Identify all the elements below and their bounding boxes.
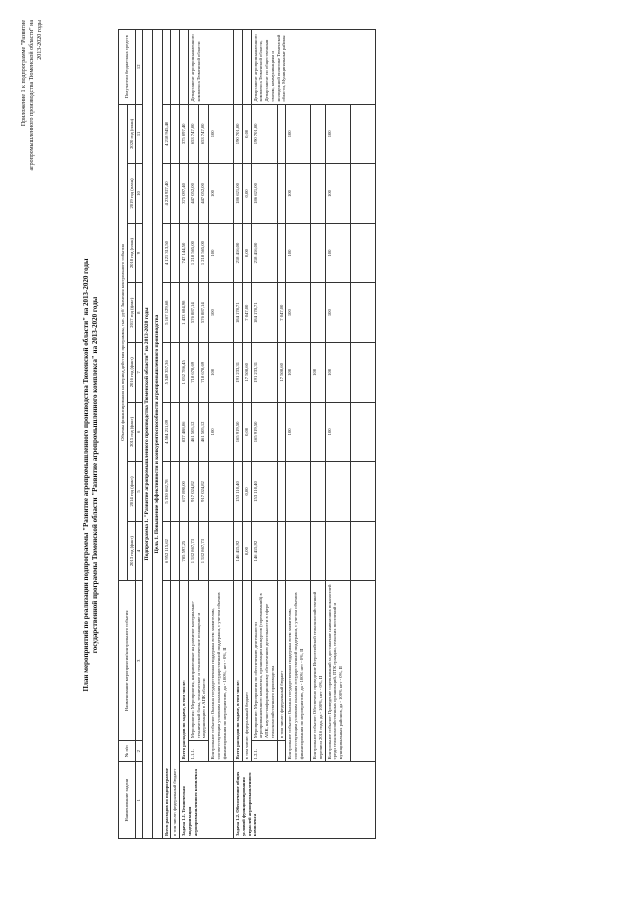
header-year: 2019 год (план): [127, 164, 136, 224]
value-cell: 186 621,00: [251, 164, 277, 224]
value-cell: 0,00: [242, 223, 251, 283]
recipient-cell: [162, 30, 171, 105]
row-num: 1.2.1.: [251, 741, 277, 762]
value-cell: 0,00: [242, 402, 251, 462]
header-year: 2020 год (план): [127, 104, 136, 164]
value-cell: 100: [209, 402, 234, 462]
value-cell: 17 508,60: [277, 342, 286, 402]
value-cell: 100: [209, 164, 234, 224]
table-row-e121-fed: [277, 30, 286, 839]
value-cell: 100: [286, 402, 311, 462]
value-cell: 653 747,00: [188, 104, 198, 164]
recipient-cell: [234, 30, 243, 105]
header-year: 2017 год (факт): [127, 283, 136, 343]
value-cell: 447 052,00: [199, 164, 209, 224]
row-label: Контрольное событие: Проведение соревнований за достижение наивысших показателей среди сельскохозяйственных организаций, ПТК граждан, сельских поселений и муниципальных районов, да - 100% нет - 0%, II: [325, 581, 350, 762]
value-cell: 653 747,00: [199, 104, 209, 164]
value-cell: 184 178,71: [251, 283, 277, 343]
header-event: Наименование мероприятия/контрольного события: [119, 581, 136, 741]
col-number: 6: [136, 402, 143, 462]
value-cell: 677 890,00: [180, 462, 189, 522]
value-cell: 165 919,50: [234, 402, 243, 462]
col-number: 5: [136, 462, 143, 522]
header-num: № п/п: [119, 741, 136, 762]
recipient-cell: [180, 30, 189, 105]
value-cell: 1 052 786,45: [180, 342, 189, 402]
recipient-cell: Департамент агропромышленного комплекса Тюменской области, Департамент по общественным связям, коммуникациям и молодежной политике Тюменской области, Муниципальные районы: [251, 30, 375, 105]
value-cell: 17 508,60: [242, 342, 251, 402]
value-cell: 4 121 313,50: [162, 223, 171, 283]
value-cell: 100: [286, 223, 311, 283]
row-label: в том числе: федеральный бюджет: [171, 581, 180, 839]
header-recipients: Получатели бюджетных средств: [119, 30, 136, 105]
value-cell: 100: [209, 283, 234, 343]
value-cell: 100: [286, 104, 311, 164]
value-cell: 100: [325, 342, 350, 402]
value-cell: 100: [325, 402, 350, 462]
goal-caption: Цель 1. Повышение эффективности и конкурентоспособности агропромышленного производства: [152, 30, 162, 839]
value-cell: 0,00: [242, 104, 251, 164]
header-row: [119, 30, 128, 839]
value-cell: 1 532 867,73: [199, 521, 209, 581]
table-row-task12: [234, 30, 243, 839]
value-cell: 100: [325, 104, 350, 164]
value-cell: 375 097,40: [180, 164, 189, 224]
value-cell: 186 621,00: [234, 164, 243, 224]
value-cell: 184 178,71: [234, 283, 243, 343]
table-row-e121: [251, 30, 277, 839]
table-row-total-fed: [171, 30, 180, 839]
col-number: 7: [136, 342, 143, 402]
value-cell: 375 097,40: [180, 104, 189, 164]
table-row-ce121a: [286, 30, 311, 839]
value-cell: [209, 521, 234, 581]
value-cell: 153 110,40: [234, 462, 243, 522]
task-label: Задача 1.1. Техническая модернизация агропромышленного комплекса: [180, 762, 234, 839]
header-task: Наименование задачи: [119, 762, 136, 839]
value-cell: 5 330 662,78: [162, 462, 171, 522]
value-cell: 1 433 684,98: [180, 283, 189, 343]
header-year: 2018 год (план): [127, 223, 136, 283]
value-cell: 191 233,31: [251, 342, 277, 402]
appendix-note: Приложение 1 к подпрограмме "Развитие агропромышленного производства Тюменской области" на 2013-2020 годы: [21, 20, 44, 171]
value-cell: 1 218 565,00: [188, 223, 198, 283]
value-cell: 4 584 211,09: [162, 402, 171, 462]
value-cell: 146 415,92: [234, 521, 243, 581]
value-cell: 190 701,00: [234, 104, 243, 164]
table-row-spacer: [350, 30, 375, 839]
goal-row: [152, 30, 162, 839]
value-cell: 190 701,00: [251, 104, 277, 164]
value-cell: [286, 521, 311, 581]
value-cell: 4 218 945,40: [162, 104, 171, 164]
row-label: Контрольное событие: Оказана государственная поддержка всем заявителям, соответствующим условиям оказания государственной поддержки, с учетом объемов финансирования по мероприятию, да - 100% нет - 0%, II: [286, 581, 311, 762]
value-cell: 718 678,69: [199, 342, 209, 402]
table-row-task11: [180, 30, 189, 839]
value-cell: 576 887,14: [199, 283, 209, 343]
value-cell: 100: [209, 223, 234, 283]
value-cell: 165 919,50: [251, 402, 277, 462]
value-cell: 153 110,40: [251, 462, 277, 522]
value-cell: 100: [325, 223, 350, 283]
value-cell: 461 505,12: [188, 402, 198, 462]
value-cell: 100: [286, 342, 311, 402]
value-cell: 100: [311, 342, 325, 402]
row-label: Мероприятие: Мероприятия по обеспечению деятельности агропромышленного комплекса, организации конкурсов (соревнований) в АПК, научно-информационному обеспечению деятельности в сфере сельскохозяйственного производства: [251, 581, 277, 741]
header-year: 2015 год (факт): [127, 402, 136, 462]
table-row-task12-fed: [242, 30, 251, 839]
value-cell: [209, 462, 234, 522]
value-cell: 461 505,12: [199, 402, 209, 462]
row-label: Контрольное событие: Обеспечено проведение Всероссийской сельскохозяйственной переписи 2016 года, да - 100%, нет - 0%, II: [311, 581, 325, 762]
value-cell: 100: [325, 164, 350, 224]
header-year: 2016 год (факт): [127, 342, 136, 402]
table-row-ce111: [209, 30, 234, 839]
value-cell: 447 052,00: [188, 164, 198, 224]
row-num: 1.1.1.: [188, 741, 208, 762]
row-label: Всего расходов по подпрограмме: [162, 581, 171, 839]
plan-table: [118, 29, 376, 839]
col-number: 10: [136, 164, 143, 224]
value-cell: 218 416,00: [251, 223, 277, 283]
header-year: 2014 год (факт): [127, 462, 136, 522]
value-cell: 1 532 867,73: [188, 521, 198, 581]
row-label: Всего расходов по задаче, в том числе:: [234, 581, 243, 762]
table-row-total: [162, 30, 171, 839]
value-cell: 1 218 565,00: [199, 223, 209, 283]
recipient-cell: Департамент агропромышленного комплекса Тюменской области: [188, 30, 233, 105]
subprogram-caption: Подпрограмма 1. "Развитие агропромышленного производства Тюменской области" на 2013-2020 годы: [143, 30, 153, 839]
value-cell: 100: [209, 342, 234, 402]
value-cell: 146 415,92: [251, 521, 277, 581]
value-cell: 191 233,31: [234, 342, 243, 402]
task-label: Задача 1.2. Обеспечение общих условий функционирования отраслей агропромышленного комплекса: [234, 762, 376, 839]
col-number: 3: [136, 581, 143, 741]
col-number: 12: [136, 30, 143, 105]
row-label: Всего расходов по задаче, в том числе:: [180, 581, 189, 762]
value-cell: 4 234 927,40: [162, 164, 171, 224]
value-cell: 917 024,82: [188, 462, 198, 522]
value-cell: 0,00: [242, 164, 251, 224]
col-number: 2: [136, 741, 143, 762]
value-cell: 0,00: [242, 521, 251, 581]
value-cell: [325, 462, 350, 522]
table-row-ce121b: [311, 30, 325, 839]
value-cell: 100: [209, 104, 234, 164]
value-cell: 747 144,50: [180, 223, 189, 283]
value-cell: 0,00: [242, 462, 251, 522]
value-cell: [325, 521, 350, 581]
value-cell: 7 047,00: [277, 283, 286, 343]
value-cell: 7 047,00: [242, 283, 251, 343]
value-cell: 785 597,25: [180, 521, 189, 581]
value-cell: 218 416,00: [234, 223, 243, 283]
col-number: 11: [136, 104, 143, 164]
value-cell: 5 167 129,68: [162, 283, 171, 343]
row-label: в том числе: федеральный бюджет: [242, 581, 251, 762]
value-cell: 5 349 357,36: [162, 342, 171, 402]
value-cell: 576 887,14: [188, 283, 198, 343]
page-title: План мероприятий по реализации подпрограммы "Развитие агропромышленного производства Тюменской области" на 2013-2020 годы государственной программы Тюменской области "Развитие агропромышленного комплекса" на 2013-2020 годы: [82, 258, 100, 692]
row-label: Контрольное событие: Оказана государственная поддержка всем заявителям, соответствующим условиям оказания государственной поддержки, с учетом объемов финансирования по мероприятию, да - 100%, нет - 0%, II: [209, 581, 234, 762]
col-number: 4: [136, 521, 143, 581]
col-number: 9: [136, 223, 143, 283]
value-cell: 837 488,06: [180, 402, 189, 462]
value-cell: 100: [325, 283, 350, 343]
table-row-e111: [188, 30, 198, 839]
value-cell: 718 678,69: [188, 342, 198, 402]
subprogram-row: [143, 30, 153, 839]
row-label: в том числе: федеральный бюджет: [277, 581, 286, 741]
col-number: 8: [136, 283, 143, 343]
value-cell: 100: [286, 164, 311, 224]
table-row-ce121c: [325, 30, 350, 839]
col-number: 1: [136, 762, 143, 839]
value-cell: 100: [286, 283, 311, 343]
header-year: 2013 год (факт): [127, 521, 136, 581]
value-cell: [286, 462, 311, 522]
value-cell: 917 024,82: [199, 462, 209, 522]
column-numbers-row: [136, 30, 143, 839]
row-label: Мероприятия: Мероприятия, направленные на развитие материально-технической базы, техническое и технологическое оснащение и модернизацию в АПК области: [188, 581, 208, 741]
value-cell: 6 952 115,62: [162, 521, 171, 581]
header-funding: Объемы финансирования на период действия программы, тыс. руб/ Значения контрольного события: [119, 104, 128, 581]
